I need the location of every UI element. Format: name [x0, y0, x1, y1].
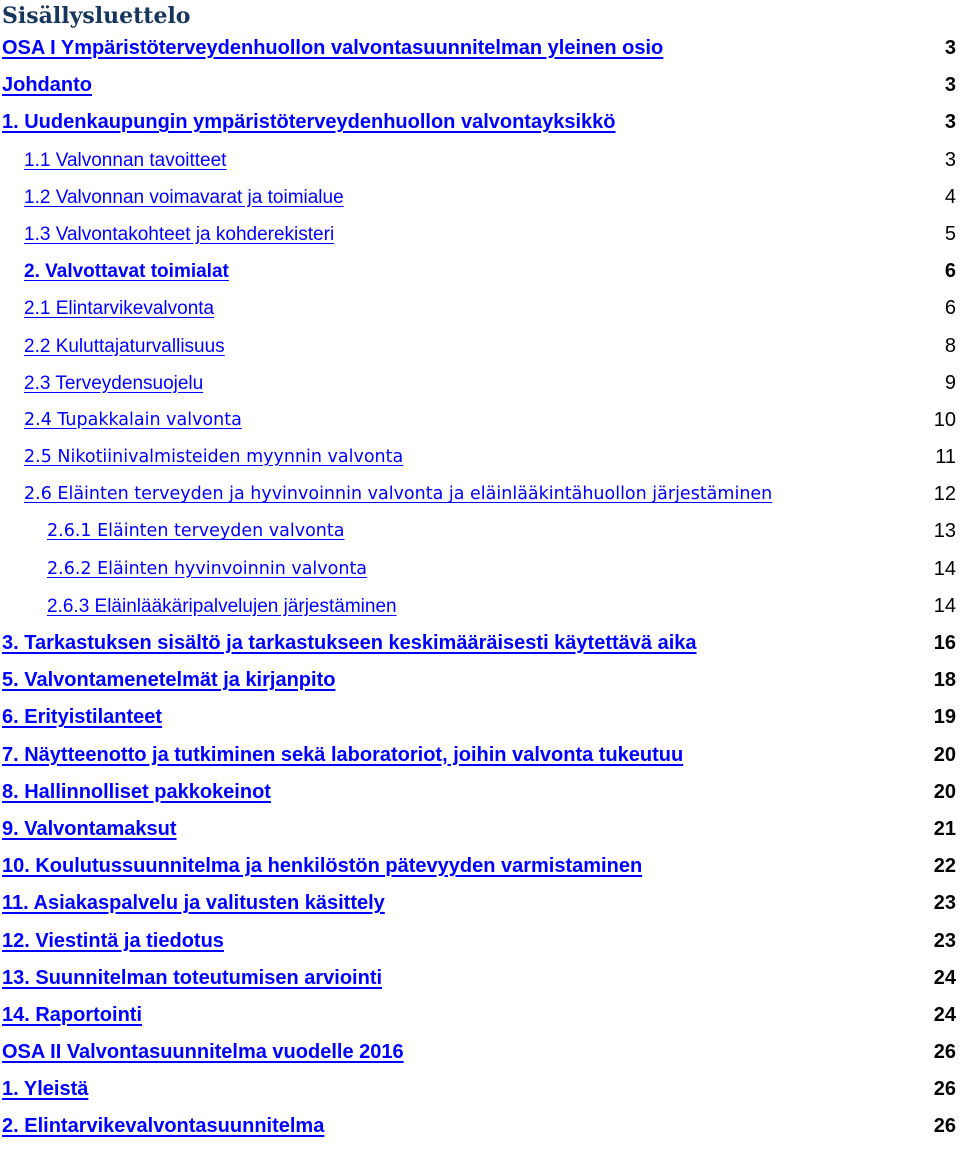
toc-entry-link[interactable]: 2.3 Terveydensuojelu	[24, 372, 204, 394]
toc-entry-link[interactable]: 1. Uudenkaupungin ympäristöterveydenhuollon valvontayksikkö	[2, 111, 616, 134]
toc-entry-page: 14	[933, 557, 956, 580]
toc-entry-link[interactable]: 5. Valvontamenetelmät ja kirjanpito	[2, 669, 336, 692]
toc-entry-link[interactable]: 13. Suunnitelman toteutumisen arviointi	[2, 966, 383, 989]
toc-entry-page: 20	[933, 780, 956, 803]
toc-entry-page: 12	[933, 483, 956, 506]
toc-entry-page: 26	[933, 1078, 956, 1101]
toc-entry-link[interactable]: 1.2 Valvonnan voimavarat ja toimialue	[24, 186, 344, 208]
toc-entry-page: 26	[933, 1041, 956, 1064]
toc-entry[interactable]	[0, 625, 960, 662]
toc-entry[interactable]	[0, 699, 960, 736]
toc-entry-page: 24	[933, 966, 956, 989]
toc-entry-page: 3	[944, 148, 956, 171]
toc-entry-link[interactable]: 2.2 Kuluttajaturvallisuus	[24, 335, 225, 357]
toc-entry-page: 13	[933, 520, 956, 543]
toc-entry[interactable]	[0, 253, 960, 290]
toc-entry-page: 23	[933, 929, 956, 952]
toc-entry-page: 20	[933, 743, 956, 766]
toc-heading: Sisällysluettelo	[2, 3, 191, 29]
toc-entry[interactable]	[0, 997, 960, 1034]
toc-entry[interactable]	[0, 290, 960, 327]
table-of-contents	[0, 30, 960, 1146]
toc-entry-page: 9	[944, 371, 956, 394]
toc-entry[interactable]	[0, 328, 960, 365]
toc-entry-link[interactable]: 12. Viestintä ja tiedotus	[2, 929, 224, 952]
toc-entry[interactable]	[0, 513, 960, 550]
toc-entry[interactable]	[0, 923, 960, 960]
toc-entry-link[interactable]: 2.6.3 Eläinlääkäripalvelujen järjestäminen	[47, 595, 397, 617]
toc-entry[interactable]	[0, 551, 960, 588]
toc-entry[interactable]	[0, 960, 960, 997]
toc-entry-link[interactable]: 2. Elintarvikevalvontasuunnitelma	[2, 1115, 325, 1138]
toc-entry[interactable]	[0, 402, 960, 439]
toc-entry[interactable]	[0, 662, 960, 699]
toc-entry-link[interactable]: OSA I Ympäristöterveydenhuollon valvontasuunnitelman yleinen osio	[2, 37, 664, 59]
toc-entry[interactable]	[0, 1071, 960, 1108]
toc-entry-link[interactable]: 14. Raportointi	[2, 1003, 143, 1026]
toc-entry-page: 3	[944, 37, 956, 59]
toc-entry-link[interactable]: 2.6 Eläinten terveyden ja hyvinvoinnin valvonta ja eläinlääkintähuollon järjestäminen	[24, 484, 773, 505]
toc-entry-page: 11	[935, 446, 956, 469]
toc-entry[interactable]	[0, 588, 960, 625]
toc-entry-page: 23	[933, 892, 956, 915]
toc-entry-link[interactable]: 11. Asiakaspalvelu ja valitusten käsittely	[2, 892, 385, 915]
toc-entry[interactable]	[0, 848, 960, 885]
toc-entry-link[interactable]: 6. Erityistilanteet	[2, 706, 163, 729]
toc-entry[interactable]	[0, 216, 960, 253]
toc-entry-link[interactable]: OSA II Valvontasuunnitelma vuodelle 2016	[2, 1041, 404, 1064]
toc-entry-page: 16	[933, 632, 956, 654]
toc-entry[interactable]	[0, 365, 960, 402]
toc-entry-page: 6	[944, 297, 956, 320]
toc-entry[interactable]	[0, 885, 960, 922]
toc-entry[interactable]	[0, 1108, 960, 1145]
toc-entry[interactable]	[0, 1034, 960, 1071]
toc-entry-link[interactable]: 1.1 Valvonnan tavoitteet	[24, 149, 227, 171]
toc-entry-link[interactable]: 10. Koulutussuunnitelma ja henkilöstön pätevyyden varmistaminen	[2, 855, 643, 878]
toc-entry-page: 24	[933, 1003, 956, 1026]
toc-entry[interactable]	[0, 67, 960, 104]
toc-entry-link[interactable]: 7. Näytteenotto ja tutkiminen sekä laboratoriot, joihin valvonta tukeutuu	[2, 743, 684, 766]
toc-entry-link[interactable]: 2.5 Nikotiinivalmisteiden myynnin valvonta	[24, 447, 404, 468]
toc-entry-link[interactable]: 1.3 Valvontakohteet ja kohderekisteri	[24, 223, 335, 245]
toc-entry-link[interactable]: 3. Tarkastuksen sisältö ja tarkastukseen keskimääräisesti käytettävä aika	[2, 632, 697, 654]
toc-entry-page: 19	[933, 706, 956, 729]
toc-entry-page: 14	[933, 594, 956, 617]
toc-entry-page: 22	[933, 855, 956, 878]
toc-entry[interactable]	[0, 476, 960, 513]
toc-entry-link[interactable]: 8. Hallinnolliset pakkokeinot	[2, 780, 271, 803]
toc-entry[interactable]	[0, 142, 960, 179]
toc-entry[interactable]	[0, 811, 960, 848]
toc-entry-link[interactable]: 2. Valvottavat toimialat	[24, 261, 229, 283]
toc-entry[interactable]	[0, 104, 960, 141]
toc-entry-link[interactable]: 2.6.1 Eläinten terveyden valvonta	[47, 521, 345, 542]
toc-entry-link[interactable]: 9. Valvontamaksut	[2, 817, 177, 840]
toc-entry[interactable]	[0, 30, 960, 67]
toc-entry-page: 3	[944, 74, 956, 97]
toc-entry-page: 3	[944, 111, 956, 134]
toc-entry[interactable]	[0, 179, 960, 216]
toc-entry-link[interactable]: 2.1 Elintarvikevalvonta	[24, 298, 215, 320]
toc-entry-page: 4	[944, 185, 956, 208]
toc-entry-page: 18	[933, 669, 956, 692]
toc-entry-page: 6	[944, 260, 956, 283]
toc-entry[interactable]	[0, 774, 960, 811]
toc-entry-page: 8	[944, 334, 956, 357]
toc-entry-link[interactable]: 1. Yleistä	[2, 1078, 89, 1101]
toc-entry-link[interactable]: Johdanto	[2, 74, 92, 97]
toc-entry-link[interactable]: 2.6.2 Eläinten hyvinvoinnin valvonta	[47, 558, 368, 579]
toc-entry-page: 5	[944, 222, 956, 245]
toc-entry-page: 26	[933, 1115, 956, 1138]
toc-entry[interactable]	[0, 439, 960, 476]
toc-entry[interactable]	[0, 737, 960, 774]
toc-entry-page: 10	[933, 408, 956, 431]
toc-entry-page: 21	[933, 817, 956, 840]
toc-entry-link[interactable]: 2.4 Tupakkalain valvonta	[24, 409, 242, 430]
